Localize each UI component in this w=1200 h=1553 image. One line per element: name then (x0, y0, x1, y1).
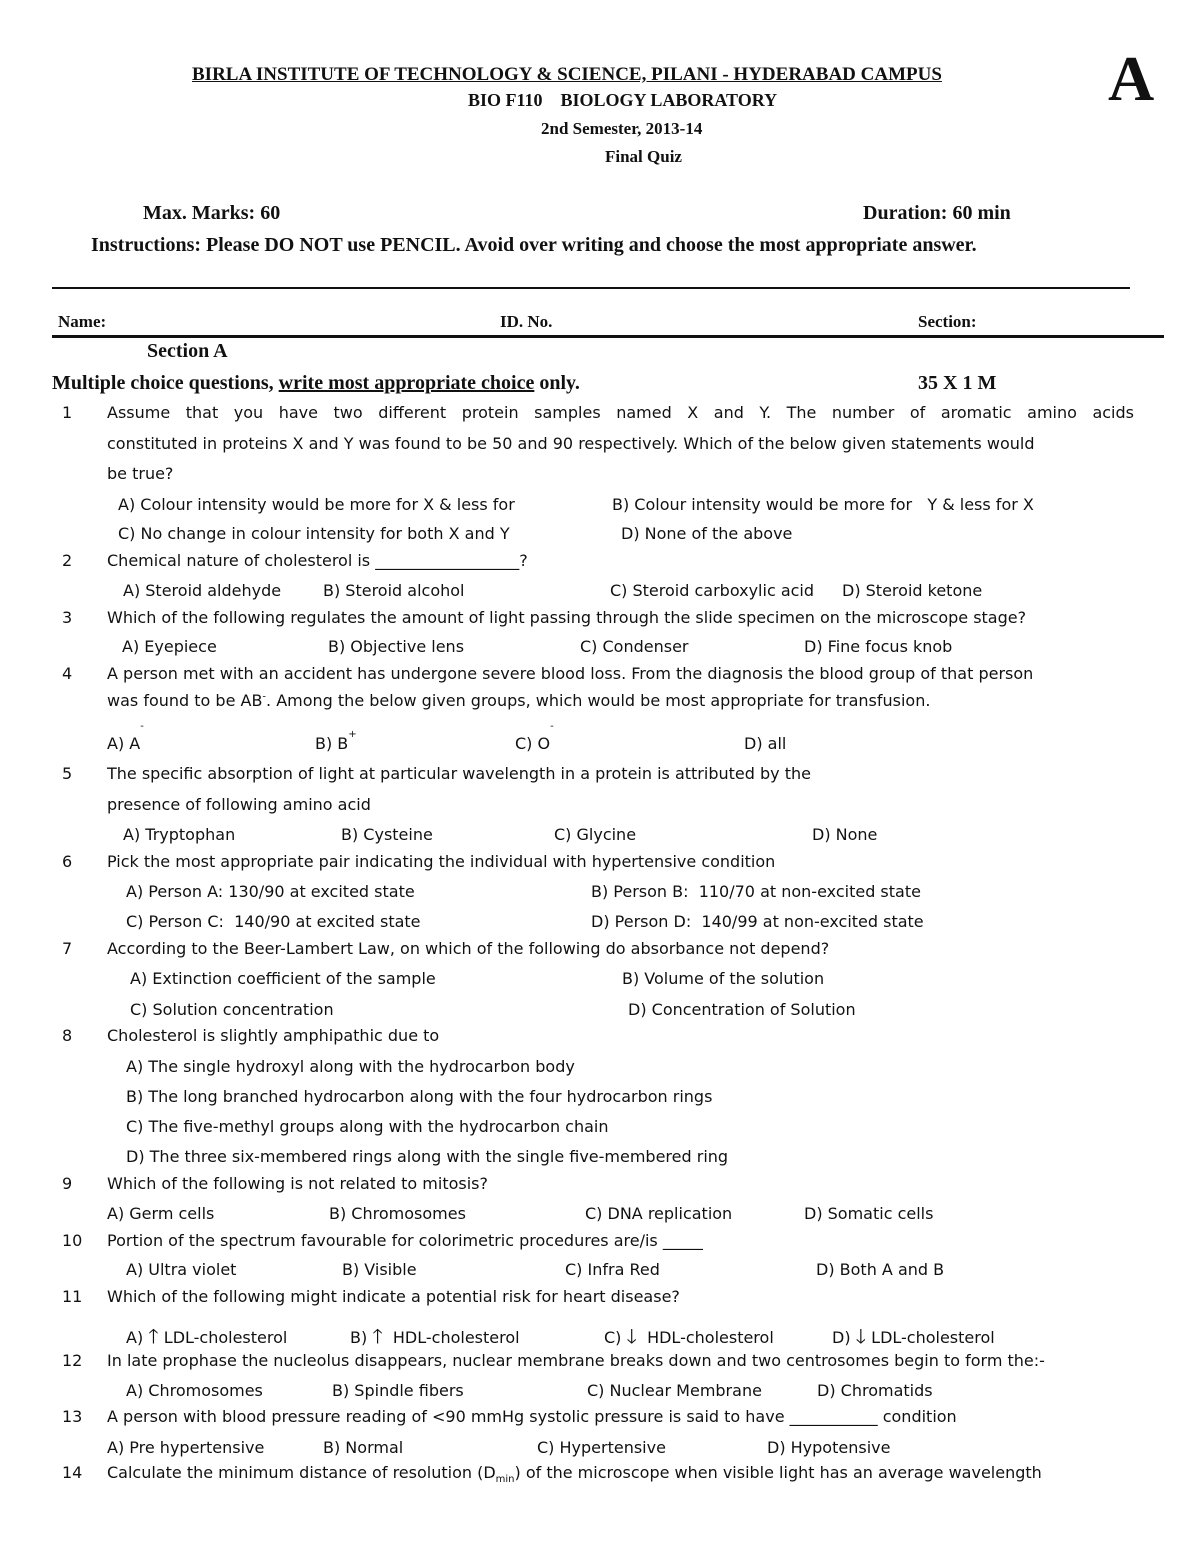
question-text: Portion of the spectrum favourable for colorimetric procedures are/is _____ (107, 1231, 703, 1250)
question-number: 10 (62, 1231, 83, 1250)
option-c[interactable]: C) DNA replication (585, 1204, 733, 1223)
option-a[interactable]: A) Tryptophan (123, 825, 236, 844)
question-text: Which of the following regulates the amount of light passing through the slide specimen on the microscope stage? (107, 608, 1027, 627)
id-field-label: ID. No. (500, 312, 553, 331)
max-marks: Max. Marks: 60 (143, 202, 281, 224)
option-b[interactable]: B) The long branched hydrocarbon along with the four hydrocarbon rings (126, 1087, 713, 1106)
option-d[interactable]: D) 🡓 LDL-cholesterol (832, 1324, 995, 1348)
option-d[interactable]: D) Somatic cells (804, 1204, 934, 1223)
option-d[interactable]: D) Chromatids (817, 1381, 933, 1400)
question-text: According to the Beer-Lambert Law, on which of the following do absorbance not depend? (107, 939, 830, 958)
option-a[interactable]: A) Steroid aldehyde (123, 581, 282, 600)
option-a[interactable]: A) Person A: 130/90 at excited state (126, 882, 415, 901)
question-text: The specific absorption of light at particular wavelength in a protein is attributed by the (107, 764, 811, 783)
divider-top (52, 287, 1130, 289)
question-text: be true? (107, 464, 174, 483)
name-field-label: Name: (58, 312, 107, 331)
option-b[interactable]: B) Objective lens (328, 637, 465, 656)
option-a[interactable]: A) 🡑 LDL-cholesterol (126, 1324, 288, 1348)
option-a[interactable]: A) Germ cells (107, 1204, 215, 1223)
option-b[interactable]: B) Volume of the solution (622, 969, 825, 988)
question-number: 9 (62, 1174, 73, 1193)
option-c[interactable]: C) No change in colour intensity for both X and Y (118, 524, 510, 543)
course-title: BIO F110 BIOLOGY LABORATORY (468, 90, 778, 110)
option-d[interactable]: D) The three six-membered rings along with the single five-membered ring (126, 1147, 729, 1166)
option-d[interactable]: D) Person D: 140/99 at non-excited state (591, 912, 924, 931)
option-d[interactable]: D) all (744, 734, 787, 753)
divider-bottom (52, 335, 1164, 338)
duration: Duration: 60 min (863, 202, 1011, 224)
option-c[interactable]: C) Nuclear Membrane (587, 1381, 762, 1400)
arrow-down-icon: 🡓 (626, 1324, 637, 1348)
question-text: Calculate the minimum distance of resolution $(D_{min})$ of the microscope when visible light has an average wavelength (107, 1463, 1042, 1486)
option-c[interactable]: C) 🡓 HDL-cholesterol (604, 1324, 774, 1348)
option-d[interactable]: D) Concentration of Solution (628, 1000, 856, 1019)
question-text: Which of the following is not related to mitosis? (107, 1174, 488, 1193)
option-c[interactable]: C) Solution concentration (130, 1000, 334, 1019)
arrow-up-icon: 🡑 (148, 1324, 159, 1348)
question-text: A person with blood pressure reading of <90 mmHg systolic pressure is said to have ___________ condition (107, 1407, 957, 1426)
option-c[interactable]: C) Infra Red (565, 1260, 660, 1279)
option-b[interactable]: B) Person B: 110/70 at non-excited state (591, 882, 921, 901)
option-d[interactable]: D) None (812, 825, 878, 844)
question-number: 6 (62, 852, 73, 871)
question-number: 11 (62, 1287, 83, 1306)
option-a[interactable]: A) A- (107, 720, 144, 753)
question-text: Cholesterol is slightly amphipathic due to (107, 1026, 440, 1045)
section-title: Section A (147, 340, 228, 362)
option-b[interactable]: B) Cysteine (341, 825, 433, 844)
arrow-up-icon: 🡑 (372, 1324, 383, 1348)
option-a[interactable]: A) Colour intensity would be more for X & less for (118, 495, 515, 514)
option-b[interactable]: B) B+ (315, 728, 357, 753)
question-number: 2 (62, 551, 73, 570)
section-intro: Multiple choice questions, write most appropriate choice only. (52, 372, 580, 394)
option-d[interactable]: D) Hypotensive (767, 1438, 891, 1457)
question-text: A person met with an accident has undergone severe blood loss. From the diagnosis the blood group of that person (107, 664, 1034, 683)
question-number: 3 (62, 608, 73, 627)
option-c[interactable]: C) Glycine (554, 825, 637, 844)
option-a[interactable]: A) Pre hypertensive (107, 1438, 265, 1457)
option-b[interactable]: B) Spindle fibers (332, 1381, 464, 1400)
question-text: In late prophase the nucleolus disappears, nuclear membrane breaks down and two centrosomes begin to form the:- (107, 1351, 1045, 1370)
option-b[interactable]: B) Colour intensity would be more for Y & less for X (612, 495, 1034, 514)
question-text: Pick the most appropriate pair indicating the individual with hypertensive condition (107, 852, 776, 871)
question-number: 13 (62, 1407, 83, 1426)
option-d[interactable]: D) Fine focus knob (804, 637, 953, 656)
question-number: 1 (62, 403, 73, 422)
set-letter: A (1108, 43, 1155, 114)
question-number: 7 (62, 939, 73, 958)
arrow-down-icon: 🡓 (855, 1324, 867, 1348)
question-text: constituted in proteins X and Y was found to be 50 and 90 respectively. Which of the below given statements would (107, 434, 1035, 453)
semester: 2nd Semester, 2013-14 (541, 119, 703, 138)
option-a[interactable]: A) Extinction coefficient of the sample (130, 969, 436, 988)
option-c[interactable]: C) The five-methyl groups along with the hydrocarbon chain (126, 1117, 609, 1136)
section-field-label: Section: (918, 312, 977, 331)
question-text: Which of the following might indicate a potential risk for heart disease? (107, 1287, 680, 1306)
option-b[interactable]: B) Normal (323, 1438, 404, 1457)
question-number: 14 (62, 1463, 83, 1482)
option-a[interactable]: A) Ultra violet (126, 1260, 237, 1279)
option-a[interactable]: A) Eyepiece (122, 637, 217, 656)
option-c[interactable]: C) O- (515, 720, 554, 753)
option-b[interactable]: B) 🡑 HDL-cholesterol (350, 1324, 520, 1348)
instructions: Instructions: Please DO NOT use PENCIL. Avoid over writing and choose the most appropriate answer. (91, 234, 977, 256)
institute-title: BIRLA INSTITUTE OF TECHNOLOGY & SCIENCE, PILANI - HYDERABAD CAMPUS (192, 64, 942, 85)
section-marks: 35 X 1 M (918, 372, 997, 394)
option-c[interactable]: C) Condenser (580, 637, 689, 656)
question-text: Assume that you have two different protein samples named X and Y. The number of aromatic amino acids (107, 403, 1134, 422)
option-d[interactable]: D) Steroid ketone (842, 581, 983, 600)
option-b[interactable]: B) Chromosomes (329, 1204, 466, 1223)
option-a[interactable]: A) The single hydroxyl along with the hydrocarbon body (126, 1057, 575, 1076)
question-number: 5 (62, 764, 73, 783)
question-number: 4 (62, 664, 73, 683)
question-number: 8 (62, 1026, 73, 1045)
question-text: presence of following amino acid (107, 795, 371, 814)
option-c[interactable]: C) Person C: 140/90 at excited state (126, 912, 421, 931)
option-d[interactable]: D) None of the above (621, 524, 793, 543)
option-d[interactable]: D) Both A and B (816, 1260, 945, 1279)
exam-title: Final Quiz (605, 147, 682, 166)
question-text: Chemical nature of cholesterol is __________________? (107, 551, 528, 570)
option-b[interactable]: B) Visible (342, 1260, 417, 1279)
option-a[interactable]: A) Chromosomes (126, 1381, 263, 1400)
question-number: 12 (62, 1351, 83, 1370)
option-b[interactable]: B) Steroid alcohol (323, 581, 465, 600)
question-text: was found to be AB-. Among the below given groups, which would be most appropriate for transfusion. (107, 691, 931, 710)
option-c[interactable]: C) Hypertensive (537, 1438, 666, 1457)
option-c[interactable]: C) Steroid carboxylic acid (610, 581, 815, 600)
